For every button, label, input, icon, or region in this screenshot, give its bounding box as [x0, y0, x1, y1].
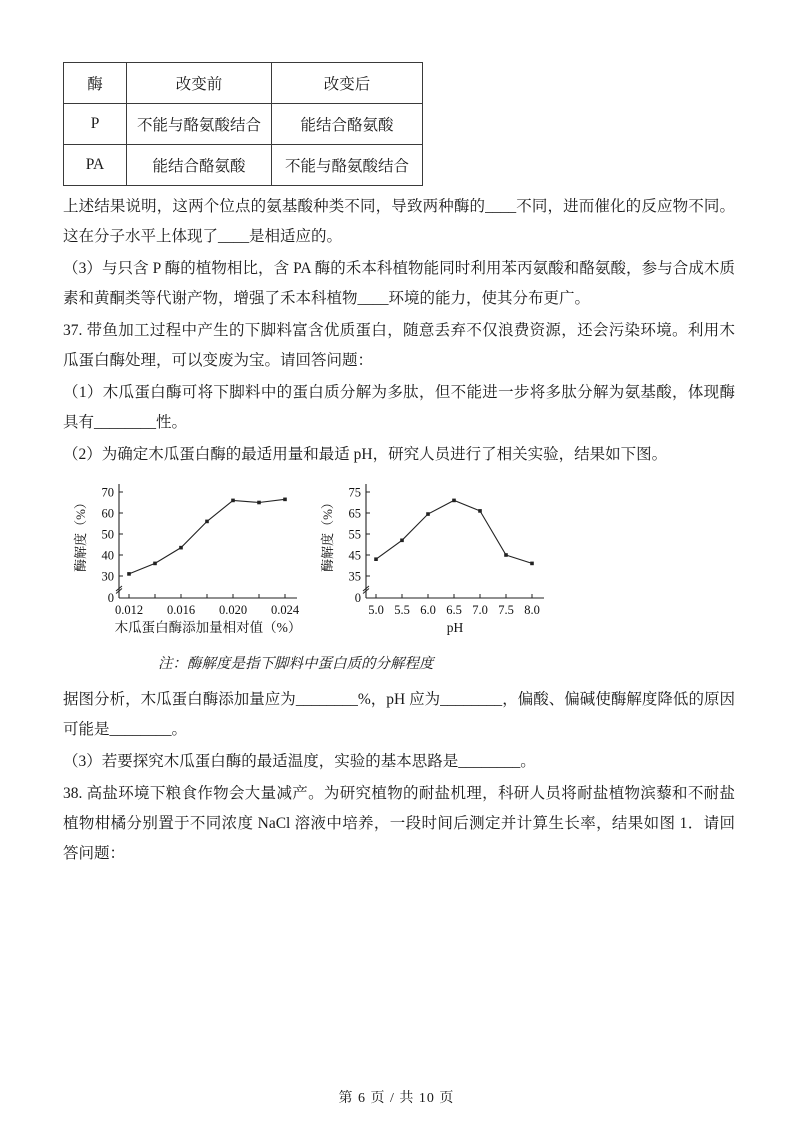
svg-text:7.5: 7.5 — [498, 603, 514, 617]
chart-footnote: 注：酶解度是指下脚料中蛋白质的分解程度 — [158, 656, 434, 672]
svg-text:35: 35 — [348, 569, 361, 584]
cell-pa-before: 能结合酪氨酸 — [127, 145, 272, 186]
svg-text:pH: pH — [446, 620, 464, 635]
table-row — [64, 104, 423, 145]
svg-text:40: 40 — [101, 548, 114, 563]
svg-text:6.0: 6.0 — [420, 603, 436, 617]
page-number: 第 6 页 / 共 10 页 — [338, 1091, 455, 1106]
paragraph-q38-intro: 38. 高盐环境下粮食作物会大量减产。为研究植物的耐盐机理，科研人员将耐盐植物滨藜和不耐盐植物柑橘分别置于不同浓度 NaCl 溶液中培养，一段时间后测定并计算生长率，结果如图 1．请回答问题： — [63, 785, 735, 862]
svg-text:7.0: 7.0 — [472, 603, 488, 617]
table-header-before-change: 改变前 — [127, 63, 272, 104]
cell-pa-after: 不能与酪氨酸结合 — [272, 145, 423, 186]
svg-text:0.020: 0.020 — [218, 603, 248, 617]
question-content — [63, 192, 735, 869]
svg-text:45: 45 — [348, 548, 361, 563]
table-header-row — [64, 63, 423, 104]
cell-enzyme-pa: PA — [64, 145, 127, 186]
svg-text:70: 70 — [101, 485, 114, 500]
paragraph-q37-2: （2）为确定木瓜蛋白酶的最适用量和最适 pH，研究人员进行了相关实验，结果如下图。 — [63, 446, 668, 463]
svg-text:0.012: 0.012 — [114, 603, 144, 617]
svg-text:75: 75 — [348, 485, 361, 500]
ph-chart — [318, 476, 553, 649]
paragraph-q37-3: （3）若要探究木瓜蛋白酶的最适温度，实验的基本思路是________。 — [63, 753, 536, 770]
svg-text:60: 60 — [101, 506, 114, 521]
svg-text:0.016: 0.016 — [166, 603, 196, 617]
cell-enzyme-p: P — [64, 104, 127, 145]
svg-text:0: 0 — [107, 591, 114, 605]
svg-text:30: 30 — [101, 569, 114, 584]
enzyme-amount-line-chart — [71, 476, 306, 644]
enzyme-amount-chart — [71, 476, 306, 649]
table-row — [64, 145, 423, 186]
svg-text:酶解度（%）: 酶解度（%） — [73, 496, 88, 572]
paragraph-q36-3: （3）与只含 P 酶的植物相比，含 PA 酶的禾本科植物能同时利用苯丙氨酸和酪氨酸，参与合成木质素和黄酮类等代谢产物，增强了禾本科植物____环境的能力，使其分布更广。 — [63, 260, 735, 307]
charts-row — [71, 476, 735, 649]
svg-text:8.0: 8.0 — [524, 603, 540, 617]
paragraph-q37-1: （1）木瓜蛋白酶可将下脚料中的蛋白质分解为多肽，但不能进一步将多肽分解为氨基酸，体现酶具有________性。 — [63, 384, 735, 431]
table-header-enzyme: 酶 — [64, 63, 127, 104]
svg-text:55: 55 — [348, 527, 361, 542]
svg-text:65: 65 — [348, 506, 361, 521]
svg-text:0.024: 0.024 — [270, 603, 300, 617]
ph-line-chart — [318, 476, 553, 644]
svg-text:0: 0 — [354, 591, 361, 605]
svg-text:酶解度（%）: 酶解度（%） — [320, 496, 335, 572]
table-header-after-change: 改变后 — [272, 63, 423, 104]
svg-text:6.5: 6.5 — [446, 603, 462, 617]
cell-p-before: 不能与酪氨酸结合 — [127, 104, 272, 145]
svg-text:5.5: 5.5 — [394, 603, 410, 617]
svg-text:木瓜蛋白酶添加量相对值（%）: 木瓜蛋白酶添加量相对值（%） — [114, 620, 302, 635]
paragraph-result-summary: 上述结果说明，这两个位点的氨基酸种类不同，导致两种酶的____不同，进而催化的反应物不同。这在分子水平上体现了____是相适应的。 — [63, 198, 735, 245]
paragraph-q37-analysis: 据图分析，木瓜蛋白酶添加量应为________%，pH 应为________，偏酸、偏碱使酶解度降低的原因可能是________。 — [63, 691, 735, 738]
enzyme-comparison-table — [63, 62, 423, 186]
svg-text:5.0: 5.0 — [368, 603, 384, 617]
svg-text:50: 50 — [101, 527, 114, 542]
cell-p-after: 能结合酪氨酸 — [272, 104, 423, 145]
paragraph-q37-intro: 37. 带鱼加工过程中产生的下脚料富含优质蛋白，随意丢弃不仅浪费资源，还会污染环境。利用木瓜蛋白酶处理，可以变废为宝。请回答问题： — [63, 322, 735, 369]
